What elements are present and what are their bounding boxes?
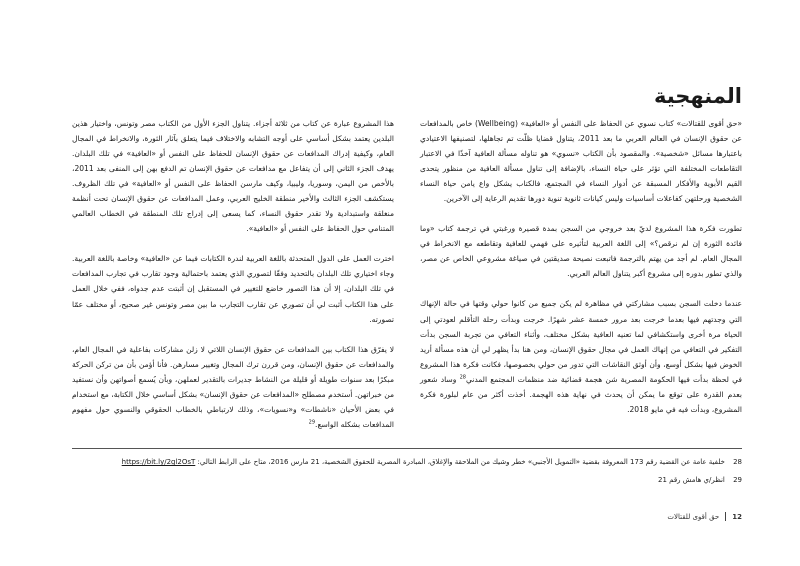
running-title: حق أقوى للقتالات — [667, 512, 720, 521]
footnote-29 — [72, 474, 742, 487]
paragraph-text: لا يفرّق هذا الكتاب بين المدافعات عن حقوق الإنسان اللاتي لا زلن مشاركات بفاعلية في المجال العام، والمدافعات عن حقوق الإنسان، ومن قررن ترك المجال وتغيير مسارهن. فأنا أؤمن بأن من تركن الحركة مبكرًا بعد سنوات طويلة أو قليلة من النشاط جديرات بالتقدير لعملهن، وبأن يُسمع أصواتهن وأن نستفيد من خبراتهن. أستخدم مصطلح «المدافعات عن حقوق الإنسان» بشكل أساسي خلال الكتابة، مع استخدام في بعض الأحيان «ناشطات» و«نسويات»، وذلك لارتباطي بالخطاب الحقوقي والنسوي حول مفهوم المدافعات بشكله الواسع. — [72, 344, 394, 429]
footnote-number: 29 — [733, 476, 742, 484]
paragraph-text: عندما دخلت السجن بسبب مشاركتي في مظاهرة لم يكن جميع من كانوا حولي وقتها في حالة الإنهاك التي وجدتهم فيها بعدما خرجت بعد مرور خمسة عشر شهرًا. خرجت وبدأت رحلة التأقلم لعودتي إلى الحياة مرة أخرى واستكشافي لما تعنيه العافية بشكل مختلف، وأثناء التعافي من تجربة السجن بدأت التفكير في التعافي من إنهاك العمل في مجال حقوق الإنسان، ومن هنا بدأ يظهر لي أن هذه مسألة أريد الخوض فيها بشكل أوسع، وأن أوثق النقاشات التي تدور من حولي بخصوصها، فكانت فكرة هذا المشروع في لحظة بدأت فيها الحكومة المصرية شن هجمة قضائية ضد منظمات المجتمع المدني — [420, 299, 742, 384]
left-column — [72, 116, 394, 432]
footnote-text: انظر/ي هامش رقم 21 — [658, 476, 725, 484]
paragraph: «حق أقوى للقتالات» كتاب نسوي عن الحفاظ على النفس أو «العافية» (Wellbeing) خاص بالمدافعات عن حقوق الإنسان في العالم العربي ما بعد 2011، يتناول قضايا ظلّت تم تجاهلها، لتصنيفها الاعتيادي باعتبارها مسائل «شخصية». والمقصود بأن الكتاب «نسوي» هو تناوله مسألة العافية آخذًا في الاعتبار التقاطعات المختلفة التي تؤثر على حياة النساء، بالإضافة إلى تناول مسألة العافية من منظور يتحدى القيم الأبوية والأفكار المسبقة عن أدوار النساء في المجتمع، فالكتاب يشكل واع يامن حياة النساء الشخصية ورحلتهن كفاعلات أساسيات وليس كيانات ثانوية تنوية دورها تقديم الرعاية إلى الآخرين. — [420, 119, 743, 204]
footnote-ref-28[interactable]: 28 — [459, 374, 466, 381]
footnote-text: خلفية عامة عن القضية رقم 173 المعروفة بقضية «التمويل الأجنبي» خطر وشيك من الملاحقة والإغلاق، المبادرة المصرية للحقوق الشخصية، 21 مارس 2016، متاح على الرابط التالي: — [197, 458, 725, 466]
paragraph: هذا المشروع عبارة عن كتاب من ثلاثة أجزاء. يتناول الجزء الأول من الكتاب مصر وتونس، واختيار هذين البلدين يعتمد بشكل أساسي على أوجه التشابه والاختلاف فيما يتعلق بآثار الثورة، والانخراط في المجال العام، وكيفية إدراك المدافعات عن حقوق الإنسان للحفاظ على النفس أو «العافية» في تلك البلدان. يهدف الجزء الثاني إلى أن يتفاعل مع مدافعات عن حقوق الإنسان تم الدفع بهن إلى المنفى بعد 2011، بالأخص من اليمن، وسوريا، وليبيا، وكيف مارسن الحفاظ على النفس أو «العافية» في تلك الظروف. يستكشف الجزء الثالث والأخير منطقة الخليج العربي، وعمل المدافعات عن حقوق الإنسان تحت أنظمة منغلقة واستبدادية ولا تقدر حقوق النساء، كما يسعى إلى إدراج تلك المنطقة في الخطاب العالمي المتنامي حول الحفاظ على النفس أو «العافية». — [72, 119, 394, 234]
paragraph: اخترت العمل على الدول المتحدثة باللغة العربية لندرة الكتابات فيما عن «العافية» وخاصة باللغة العربية. وجاء اختياري تلك البلدان بالتحديد وفقًا لتصوري الذي يعتمد باحتمالية وجود تقارب في تجارب المدافعات في تلك البلدان، إلا أن هذا التصور خاضع للتغيير في المستقبل إن أثبتت عدم جدواه، ففي خلال العمل على هذا الكتاب أثبت لي أن تصوري عن تقارب التجارب ما بين مصر وتونس غير صحيح، أو مختلف عمّا تصورته. — [72, 254, 394, 324]
paragraph: تطورت فكرة هذا المشروع لديّ بعد خروجي من السجن بمدة قصيرة ورغبتي في ترجمة كتاب «وما فائدة الثورة إن لم نرقص؟» إلى اللغة العربية لتأثيره على فهمي للعافية وتقاطعه مع الانخراط في المجال العام. لم أجد من يهتم بالترجمة فاتبعت نصيحة صديقتين في صياغة مشروعي الخاص عن مصر، والذي تطور بدوره إلى مشروع أكبر يتناول العالم العربي. — [420, 224, 742, 279]
footnote-link[interactable]: https://bit.ly/2gl2OsT — [121, 458, 196, 466]
footnote-28 — [72, 456, 742, 469]
paragraph — [72, 342, 394, 432]
footnote-ref-29[interactable]: 29 — [308, 419, 316, 426]
section-heading: المنهجية — [653, 84, 742, 108]
footnotes — [72, 448, 742, 492]
footer-divider — [725, 512, 726, 521]
right-column — [420, 116, 742, 417]
page-footer — [667, 512, 742, 521]
paragraph — [420, 296, 742, 416]
page-number: 12 — [732, 512, 742, 521]
footnote-number: 28 — [733, 458, 742, 466]
paragraph-text: وساد شعور بعدم القدرة على توقع ما يمكن أن يحدث في نهاية هذه الهجمة. أخذت أكثر من عام لبلورة فكرة المشروع، وبدأت فيه في مايو 2018. — [420, 374, 742, 414]
